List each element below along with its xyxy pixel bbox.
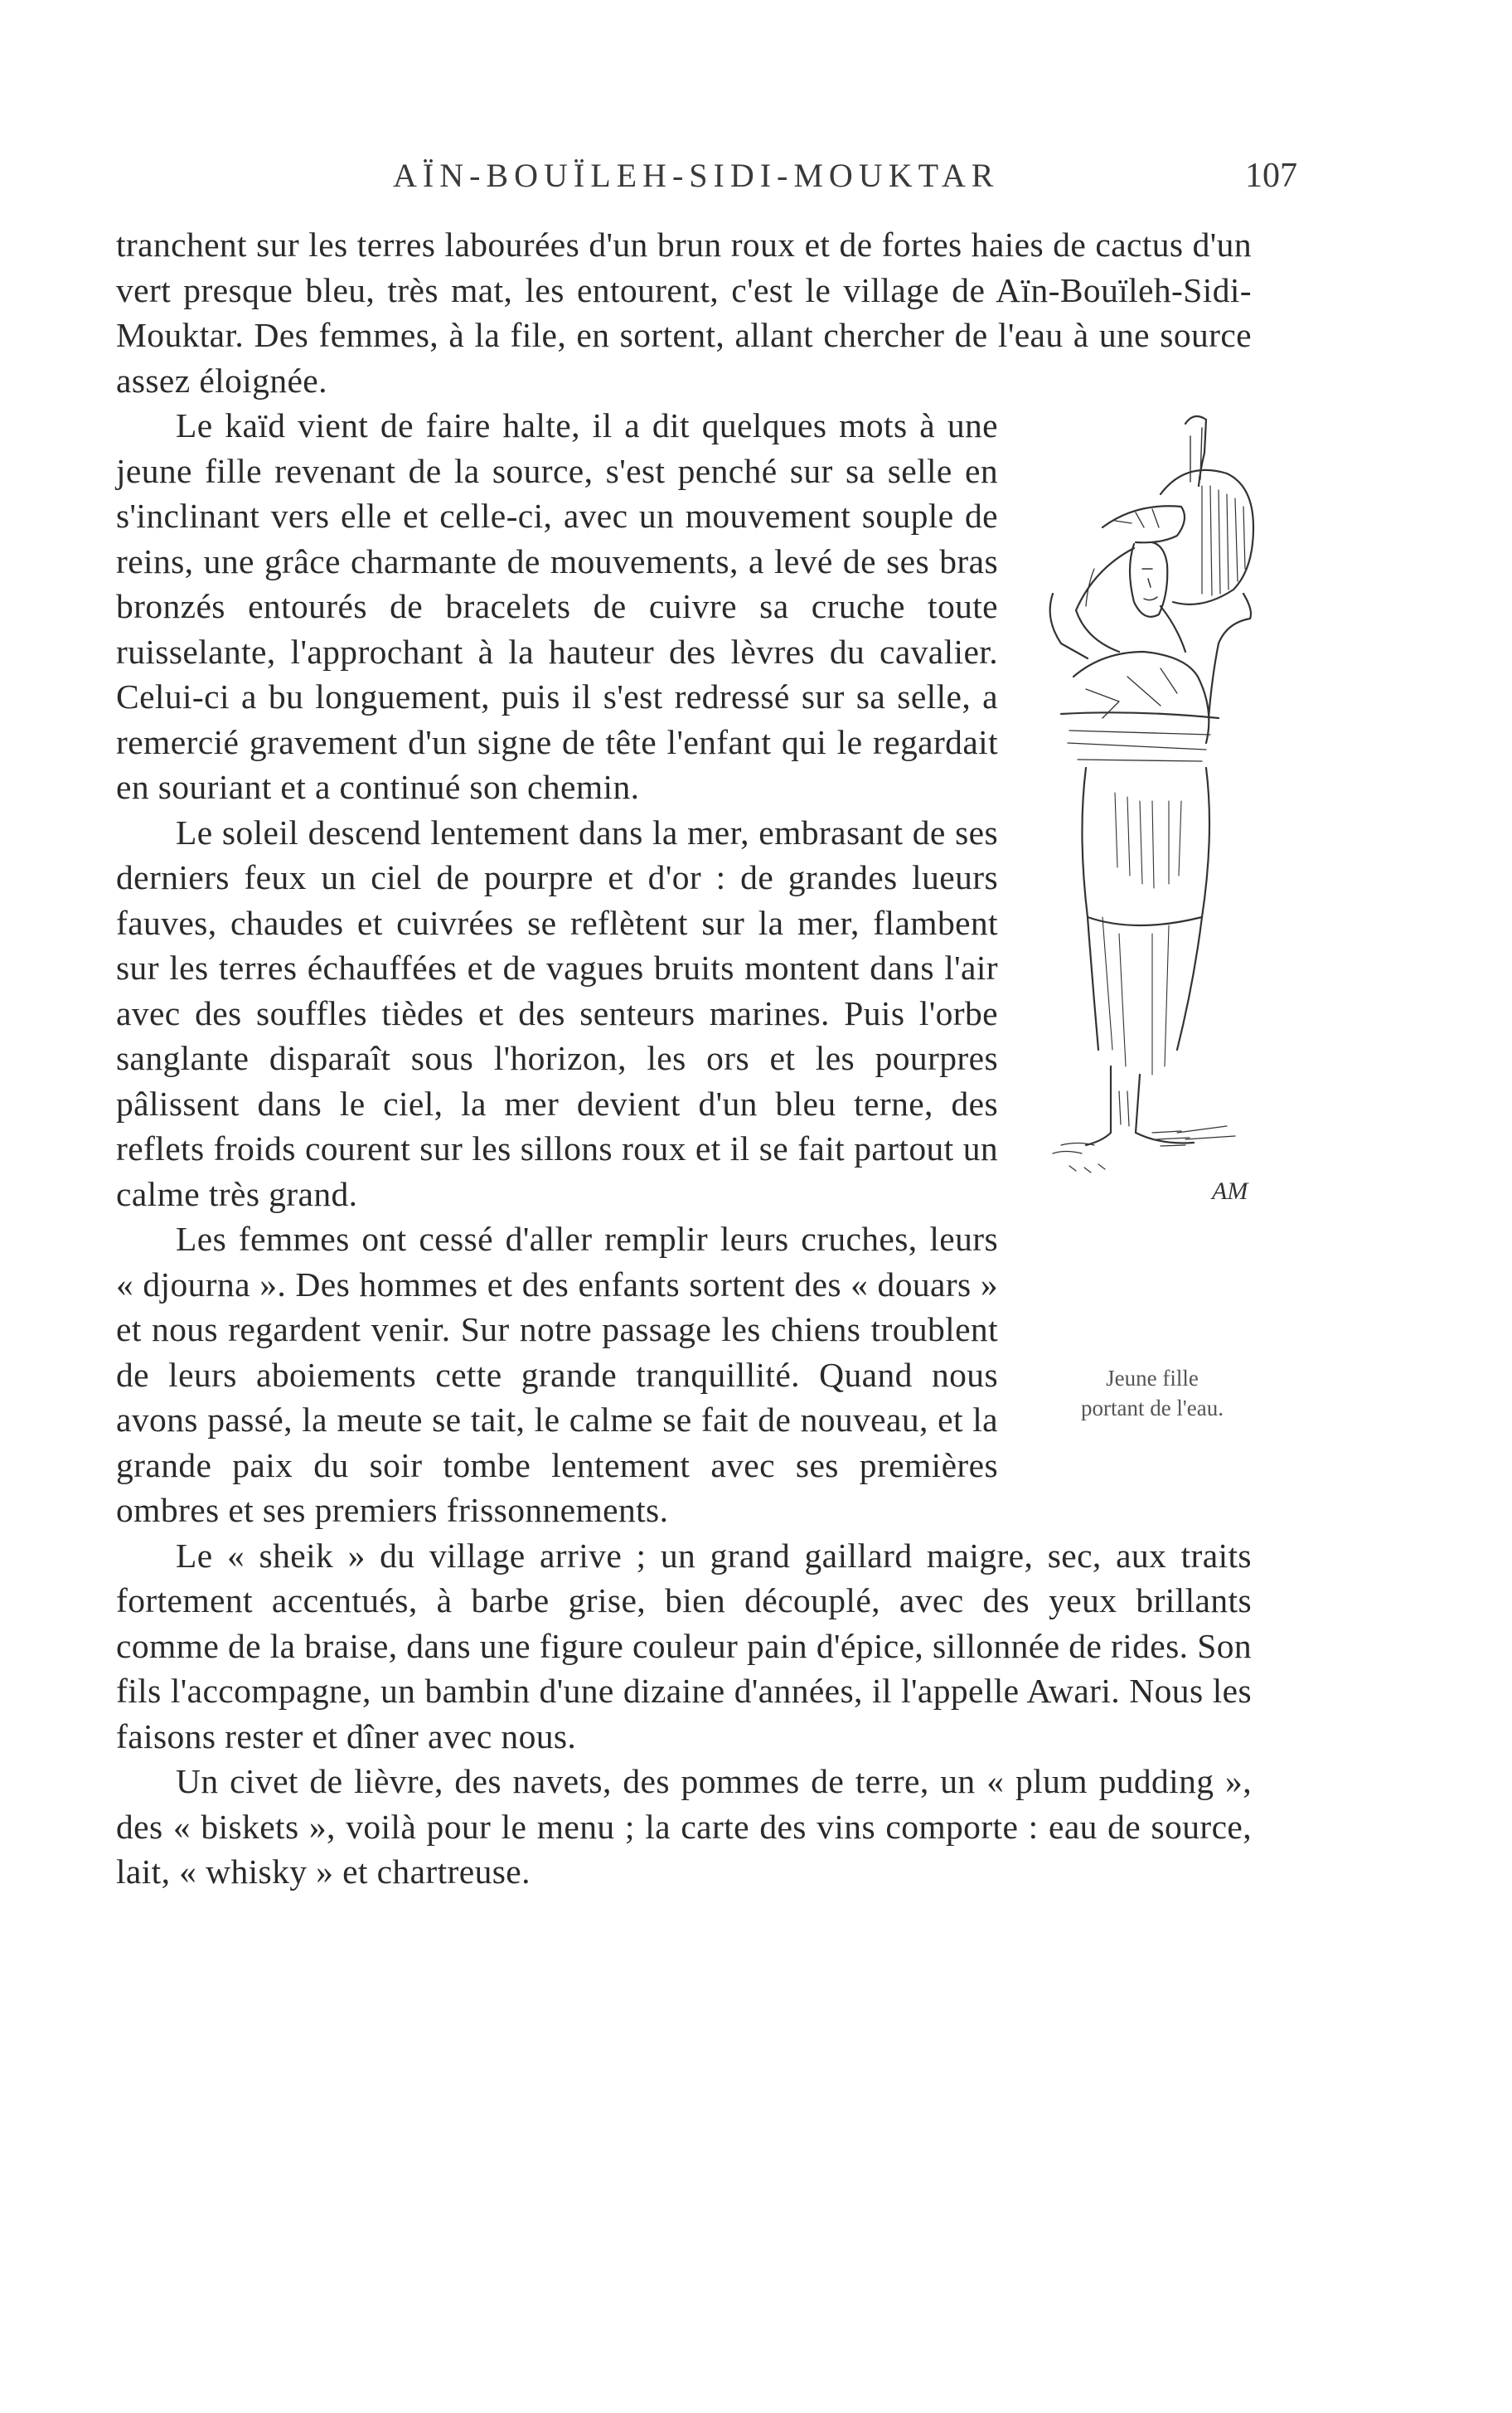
running-head bbox=[0, 156, 1512, 206]
paragraph-1: tranchent sur les terres labourées d'un brun roux et de fortes haies de cactus d'un vert presque bleu, très mat, les entourent, c'est le village de Aïn-Bouïleh-Sidi-Mouktar. Des femmes, à la file, en sortent, allant chercher de l'eau à une source assez éloignée. bbox=[116, 226, 1252, 400]
paragraph-3: Le soleil descend lentement dans la mer, embrasant de ses derniers feux un ciel de pourpre et d'or : de grandes lueurs fauves, chaudes et cuivrées se reflètent sur la mer, flambent sur les terres échauffées et de vagues bruits montent dans l'air avec des souffles tièdes et des senteurs marines. Puis l'orbe sanglante disparaît sous l'horizon, les ors et les pourpres pâlissent dans le ciel, la mer devient d'un bleu terne, des reflets froids courent sur les sillons roux et il se fait partout un calme très grand. bbox=[116, 813, 998, 1213]
paragraph-6: Un civet de lièvre, des navets, des pommes de terre, un « plum pudding », des « biskets », voilà pour le menu ; la carte des vins comporte : eau de source, lait, « whisky » et chartreuse. bbox=[116, 1762, 1252, 1891]
figure-caption bbox=[1028, 1363, 1277, 1423]
page-number: 107 bbox=[1245, 157, 1297, 195]
paragraph-5: Le « sheik » du village arrive ; un grand gaillard maigre, sec, aux traits fortement accentués, à barbe grise, bien découplé, avec des yeux brillants comme de la braise, dans une figure couleur pain d'épice, sillonnée de rides. Son fils l'accompagne, un bambin d'une dizaine d'années, il l'appelle Awari. Nous les faisons rester et dîner avec nous. bbox=[116, 1536, 1252, 1755]
running-title: AÏN-BOUÏLEH-SIDI-MOUKTAR bbox=[393, 157, 1000, 194]
paragraph-4: Les femmes ont cessé d'aller remplir leurs cruches, leurs « djourna ». Des hommes et des enfants sortent des « douars » et nous regardent venir. Sur notre passage les chiens troublent de leurs aboiements cette grande tranquillité. Quand nous avons passé, la meute se tait, le calme se fait de nouveau, et la grande paix du soir tombe lentement avec ses premières ombres et ses premiers frissonnements. bbox=[116, 1220, 998, 1529]
paragraph-2: Le kaïd vient de faire halte, il a dit quelques mots à une jeune fille revenant de la source, s'est penché sur sa selle en s'inclinant vers elle et celle-ci, avec un mouvement souple de reins, une grâce charmante de mouvements, a levé de ses bras bronzés entourés de bracelets de cuivre sa cruche toute ruisselante, l'approchant à la hauteur des lèvres du cavalier. Celui-ci a bu longuement, puis il s'est redressé sur sa selle, a remercié gravement d'un signe de tête l'enfant qui le regardait en souriant et a continué son chemin. bbox=[116, 406, 998, 806]
caption-line-1: Jeune fille bbox=[1106, 1366, 1199, 1391]
caption-line-2: portant de l'eau. bbox=[1080, 1396, 1224, 1420]
water-carrier-illustration bbox=[1036, 403, 1277, 1369]
artist-monogram: AM bbox=[1212, 1177, 1248, 1205]
illustration-figure bbox=[1028, 403, 1277, 1477]
body-text bbox=[116, 222, 1252, 1895]
